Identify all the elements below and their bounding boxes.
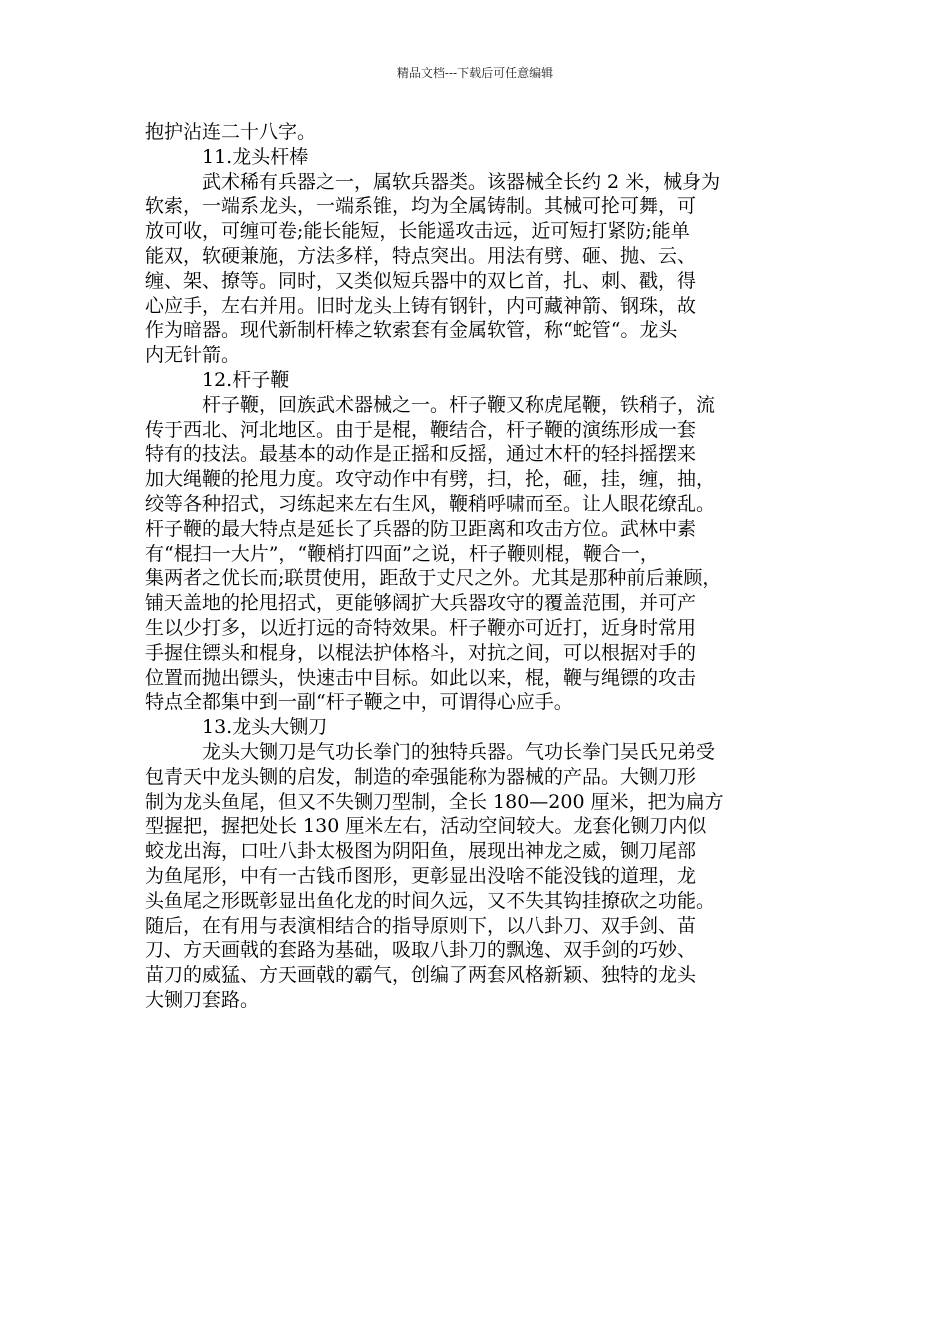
text-line: 随后，在有用与表演相结合的指导原则下，以八卦刀、双手剑、苗 xyxy=(145,914,697,937)
text-line: 作为暗器。现代新制杆棒之软索套有金属软管，称“蛇管“。龙头 xyxy=(145,319,678,342)
text-line: 12.杆子鞭 xyxy=(202,368,290,391)
document-body xyxy=(145,120,807,1013)
text-line: 杆子鞭的最大特点是延长了兵器的防卫距离和攻击方位。武林中素 xyxy=(145,517,697,540)
text-line: 刀、方天画戟的套路为基础，吸取八卦刀的飘逸、双手剑的巧妙、 xyxy=(145,939,697,962)
text-line: 11.龙头杆棒 xyxy=(202,145,309,168)
text-line: 蛟龙出海，口吐八卦太极图为阴阳鱼，展现出神龙之威，铡刀尾部 xyxy=(145,840,697,863)
text-line: 铺天盖地的抡甩招式，更能够阔扩大兵器攻守的覆盖范围，并可产 xyxy=(145,592,697,615)
text-line: 能双，软硬兼施，方法多样，特点突出。用法有劈、砸、抛、云、 xyxy=(145,244,697,267)
text-line: 内无针箭。 xyxy=(145,344,241,367)
text-line: 软索，一端系龙头，一端系锥，均为全属铸制。其械可抡可舞，可 xyxy=(145,195,697,218)
text-line: 苗刀的威猛、方天画戟的霸气，创编了两套风格新颖、独特的龙头 xyxy=(145,964,697,987)
text-line: 包青天中龙头铡的启发，制造的牵强能称为器械的产品。大铡刀形 xyxy=(145,765,697,788)
text-line: 加大绳鞭的抡甩力度。攻守动作中有劈，扫，抡，砸，挂，缠，抽， xyxy=(145,468,716,491)
text-line: 传于西北、河北地区。由于是棍，鞭结合，杆子鞭的演练形成一套 xyxy=(145,418,697,441)
text-line: 杆子鞭，回族武术器械之一。杆子鞭又称虎尾鞭，铁稍子，流 xyxy=(202,393,716,416)
text-line: 生以少打多，以近打远的奇特效果。杆子鞭亦可近打，近身时常用 xyxy=(145,616,697,639)
text-line: 特有的技法。最基本的动作是正摇和反摇，通过木杆的轻抖摇摆来 xyxy=(145,443,697,466)
page-header: 精品文档---下载后可任意编辑 xyxy=(396,66,554,80)
text-line: 13.龙头大铡刀 xyxy=(202,716,328,739)
text-line: 为鱼尾形，中有一古钱币图形，更彰显出没啥不能没钱的道理，龙 xyxy=(145,864,697,887)
text-line: 头鱼尾之形既彰显出鱼化龙的时间久远，又不失其钩挂撩砍之功能。 xyxy=(145,889,716,912)
text-line: 集两者之优长而;联贯使用，距敌于丈尺之外。尤其是那种前后兼顾， xyxy=(145,567,722,590)
text-line: 位置而抛出镖头，快速击中目标。如此以来，棍，鞭与绳镖的攻击 xyxy=(145,666,697,689)
text-line: 型握把，握把处长 130 厘米左右，活动空间较大。龙套化铡刀内似 xyxy=(145,815,707,838)
text-line: 放可收，可缠可卷;能长能短，长能遥攻击远，近可短打紧防;能单 xyxy=(145,220,690,243)
text-line: 大铡刀套路。 xyxy=(145,988,260,1011)
text-line: 绞等各种招式，习练起来左右生风，鞭稍呼啸而至。让人眼花缭乱。 xyxy=(145,492,716,515)
text-line: 心应手，左右并用。旧时龙头上铸有钢针，内可藏神箭、钢珠，故 xyxy=(145,294,697,317)
text-line: 手握住镖头和棍身，以棍法护体格斗，对抗之间，可以根据对手的 xyxy=(145,641,697,664)
text-line: 抱护沾连二十八字。 xyxy=(145,121,317,143)
text-line: 缠、架、撩等。同时，又类似短兵器中的双匕首，扎、刺、戳，得 xyxy=(145,269,697,292)
text-line: 制为龙头鱼尾，但又不失铡刀型制，全长 180—200 厘米，把为扁方 xyxy=(145,790,724,813)
text-line: 龙头大铡刀是气功长拳门的独特兵器。气功长拳门吴氏兄弟受 xyxy=(202,740,716,763)
text-line: 有“棍扫一大片”，“鞭梢打四面”之说，杆子鞭则棍，鞭合一， xyxy=(145,542,659,565)
text-line: 特点全都集中到一副“杆子鞭之中，可谓得心应手。 xyxy=(145,691,573,714)
text-line: 武术稀有兵器之一，属软兵器类。该器械全长约 2 米，械身为 xyxy=(202,170,721,193)
